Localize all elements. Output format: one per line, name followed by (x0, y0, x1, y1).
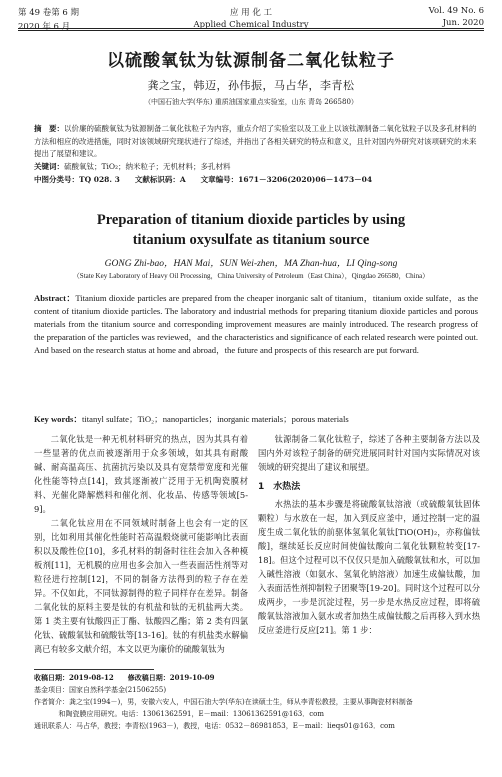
keywords-cn (34, 161, 478, 174)
footnote-author-2: 和陶瓷膜应用研究。电话：13061362591，E－mail：13061362591@163．com (58, 710, 325, 718)
keywords-cn-label: 关键词： (34, 162, 64, 171)
keywords-en-text: titanyl sulfate；TiO₂；nanoparticles；inorganic materials；porous materials (81, 414, 349, 424)
footnote-received: 收稿日期：2019-08-12 修改稿日期：2019-10-09 (34, 673, 215, 682)
affiliation-cn: （中国石油大学(华东) 重质油国家重点实验室，山东 青岛 266580） (144, 98, 358, 106)
volume-label: 第 49 卷第 6 期 (18, 8, 80, 18)
footnote-rule (34, 669, 154, 670)
paper-title-cn: 以硫酸氧钛为钛源制备二氧化钛粒子 (107, 51, 395, 71)
footnote-author-1: 作者简介：龚之宝(1994－)，男，安徽六安人，中国石油大学(华东)在读硕士生，师从李青松教授，主要从事陶瓷材料制备 (34, 698, 413, 706)
paper-title-en (0, 210, 502, 250)
keywords-en (34, 413, 478, 426)
abstract-en (34, 292, 478, 357)
journal-name-en: Applied Chemical Industry (193, 20, 309, 30)
keywords-cn-text: 硫酸氧钛；TiO₂；纳米粒子；无机材料；多孔材料 (64, 162, 231, 171)
authors-en: GONG Zhi-bao，HAN Mai，SUN Wei-zhen，MA Zhan-hua，LI Qing-song (104, 259, 398, 269)
volume-label-en: Vol. 49 No. 6 (428, 6, 484, 16)
body-paragraph: 二氧化钛应用在不同领域时制备上也会有一定的区别，比如利用其催化性能时若高温煅烧就可能影响比表面积以及酸性位[10]，多孔材料的制备时往往会加入各种模板剂[11]，无机膜的应用也多会加入一些表面活性剂等对粒径进行控制[12]，不同的制备方法得到的粒子存在差异。不仅如此，不同钛源制得的粒子同样存在差异。制备二氧化钛的原料主要是钛的有机盐和钛的无机盐两大类。第 1 类主要有钛酸四正丁酯、钛酸四乙酯；第 2 类有四氯化钛、硫酸氧钛和硫酸钛等[13-16]。钛的有机盐类水解偏离已有较多文献介绍，本文以更为廉价的硫酸氧钛为 (34, 518, 248, 654)
header-rule (18, 28, 484, 29)
abstract-cn-label: 摘 要： (34, 124, 64, 133)
issue-date-en: Jun. 2020 (442, 18, 484, 28)
affiliation-en: （State Key Laboratory of Heavy Oil Processing，China University of Petroleum（East China），Qingdao 266580，China） (72, 272, 430, 280)
abstract-cn-text: 以价廉的硫酸氧钛为钛源制备二氧化钛粒子为内容，重点介绍了实验室以及工业上以该钛源制备二氧化钛粒子以及多孔材料的方法和相应的改进措施，同时对该领域研究现状进行了综述，并指出了各相关研究的特点和意义，且针对国内外研究对该项研究的未来提出了展望和建议。 (34, 124, 477, 158)
footnote-correspondence: 通讯联系人：马占华，教授；李青松(1963－)，教授，电话：0532－86981853，E－mail：lieqs01@163．com (34, 722, 395, 730)
issue-date: 2020 年 6 月 (18, 22, 71, 32)
footnotes (34, 672, 478, 732)
keywords-en-label: Key words： (34, 414, 82, 424)
journal-name-cn: 应 用 化 工 (229, 8, 273, 18)
body-paragraph: 钛源制备二氧化钛粒子，综述了各种主要制备方法以及国内外对该粒子制备的研究进展同时针对国内实际情况对该领域的研究提出了建议和展望。 (258, 434, 480, 472)
abstract-en-label: Abstract： (34, 293, 76, 303)
paper-title-en-line1: Preparation of titanium dioxide particles by using (96, 212, 406, 228)
footnote-fund: 基金项目：国家自然科学基金(21506255) (34, 686, 167, 694)
body-paragraph: 二氧化钛是一种无机材料研究的热点，因为其具有着一些显著的优点而被逐渐用于众多领域，如其具有耐酸碱、耐高温高压、抗菌抗污染以及具有宽禁带宽度和光催化性能等特点[14]，致其逐渐被广泛用于无机陶瓷膜材料、光催化降解燃料和催化剂、化妆品、传感等领域[5-9]。 (34, 434, 248, 514)
authors-cn: 龚之宝，韩迈，孙伟振，马占华，李青松 (147, 79, 355, 92)
abstract-cn (34, 123, 478, 161)
body-column-right (258, 432, 480, 637)
journal-name (0, 6, 502, 30)
journal-volume-en (429, 6, 484, 28)
body-column-left (34, 432, 248, 656)
classification-line: 中图分类号：TQ 028. 3 文献标识码：A 文章编号：1671－3206(2020)06－1473－04 (34, 175, 373, 184)
section-heading: 1 水热法 (258, 482, 301, 492)
body-paragraph: 水热法的基本步骤是将硫酸氧钛溶液（或硫酸氧钛固体颗粒）与水放在一起，加入到反应釜中，通过控制一定的温度生成二氧化钛的前驱体氢氧化氧钛[TiO(OH)₂，亦称偏钛酸]，继续延长反应时间使偏钛酸向二氧化钛颗粒转变[17-18]。但这个过程可以不仅仅只是加入硫酸氧钛和水，可以加入碱性溶液（如氨水、氢氧化钠溶液）加速生成偏钛酸，加入表面活性剂抑制粒子团聚等[19-20]。同时这个过程可以分成两步，一步是沉淀过程，另一步是水热反应过程，即将硫酸氧钛溶液加入氨水或者加热生成偏钛酸之后再移入到水热反应釜进行反应[21]。第 1 步： (258, 499, 480, 635)
paper-title-en-line2: titanium oxysulfate as titanium source (132, 232, 370, 248)
abstract-en-text: Titanium dioxide particles are prepared from the cheaper inorganic salt of titanium，titanium oxide sulfate，as the content of titanium dioxide particles. The laboratory and industrial methods for preparing titanium dioxide particles and porous materials from the titanium source and corresponding improvement measures are mainly introduced. The research progress of the preparation of the particles was reviewed，and the characteristics and significance of each related research were pointed out. And based on the research status at home and abroad，the future and prospects of this research are put forward. (34, 293, 479, 356)
header-rule-thin (18, 30, 484, 31)
